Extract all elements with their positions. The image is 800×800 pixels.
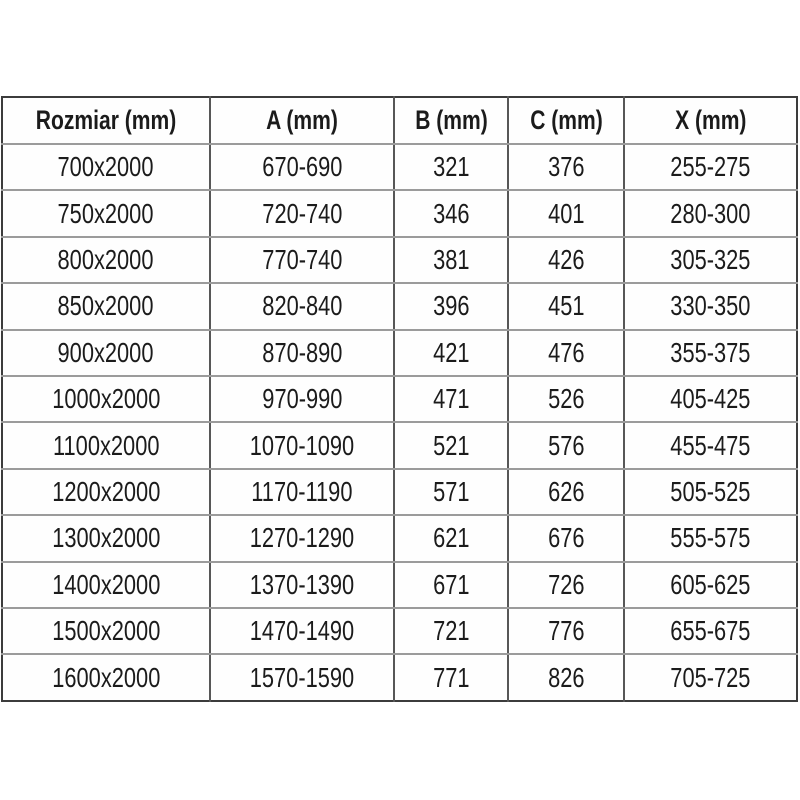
table-cell bbox=[394, 376, 508, 422]
table-cell bbox=[210, 654, 394, 701]
table-cell bbox=[2, 144, 210, 190]
table-cell bbox=[508, 330, 624, 376]
table-cell bbox=[210, 190, 394, 236]
table-cell bbox=[2, 237, 210, 283]
table-header bbox=[2, 97, 797, 144]
table-cell bbox=[394, 562, 508, 608]
cell-text: 621 bbox=[432, 522, 470, 554]
cell-text: 576 bbox=[547, 429, 585, 461]
table-cell bbox=[394, 469, 508, 515]
cell-text: 771 bbox=[432, 661, 470, 693]
cell-text: 376 bbox=[547, 151, 585, 183]
table-cell bbox=[624, 237, 797, 283]
table-cell bbox=[508, 469, 624, 515]
table-cell bbox=[624, 469, 797, 515]
cell-text: 555-575 bbox=[670, 522, 751, 554]
table-row bbox=[2, 283, 797, 329]
table-cell bbox=[624, 562, 797, 608]
table-cell bbox=[210, 283, 394, 329]
table-cell bbox=[210, 422, 394, 468]
table-cell bbox=[508, 562, 624, 608]
table-cell bbox=[508, 237, 624, 283]
cell-text: 1300x2000 bbox=[51, 522, 161, 554]
table-cell bbox=[394, 190, 508, 236]
cell-text: 970-990 bbox=[261, 383, 343, 415]
table-cell bbox=[508, 283, 624, 329]
cell-text: 1470-1490 bbox=[249, 615, 355, 647]
column-header-text: X (mm) bbox=[674, 105, 747, 135]
table-row bbox=[2, 330, 797, 376]
cell-text: 330-350 bbox=[670, 290, 751, 322]
cell-text: 405-425 bbox=[670, 383, 751, 415]
column-header-text: C (mm) bbox=[529, 105, 603, 135]
cell-text: 1500x2000 bbox=[51, 615, 161, 647]
column-header bbox=[210, 97, 394, 144]
column-header bbox=[624, 97, 797, 144]
table-cell bbox=[624, 283, 797, 329]
cell-text: 705-725 bbox=[670, 661, 751, 693]
table-cell bbox=[624, 144, 797, 190]
cell-text: 280-300 bbox=[670, 197, 751, 229]
table-row bbox=[2, 562, 797, 608]
cell-text: 381 bbox=[432, 244, 470, 276]
table-cell bbox=[2, 562, 210, 608]
cell-text: 670-690 bbox=[261, 151, 343, 183]
table-row bbox=[2, 515, 797, 561]
table-row bbox=[2, 376, 797, 422]
table-cell bbox=[2, 190, 210, 236]
cell-text: 505-525 bbox=[670, 476, 751, 508]
table-row bbox=[2, 190, 797, 236]
cell-text: 776 bbox=[547, 615, 585, 647]
table-cell bbox=[394, 237, 508, 283]
cell-text: 401 bbox=[547, 197, 585, 229]
table-cell bbox=[624, 376, 797, 422]
table-cell bbox=[624, 608, 797, 654]
cell-text: 1170-1190 bbox=[251, 476, 353, 508]
table-cell bbox=[2, 376, 210, 422]
cell-text: 421 bbox=[432, 336, 470, 368]
table-cell bbox=[624, 190, 797, 236]
cell-text: 750x2000 bbox=[58, 197, 154, 229]
table-row bbox=[2, 469, 797, 515]
cell-text: 900x2000 bbox=[58, 336, 154, 368]
table-cell bbox=[508, 376, 624, 422]
table-cell bbox=[394, 608, 508, 654]
table-row bbox=[2, 654, 797, 701]
cell-text: 571 bbox=[432, 476, 470, 508]
table-cell bbox=[2, 422, 210, 468]
cell-text: 355-375 bbox=[670, 336, 751, 368]
cell-text: 676 bbox=[547, 522, 585, 554]
cell-text: 1100x2000 bbox=[52, 429, 160, 461]
table-cell bbox=[624, 515, 797, 561]
table-cell bbox=[508, 654, 624, 701]
cell-text: 826 bbox=[547, 661, 585, 693]
cell-text: 1370-1390 bbox=[249, 568, 355, 600]
column-header bbox=[508, 97, 624, 144]
table-row bbox=[2, 608, 797, 654]
cell-text: 770-740 bbox=[261, 244, 343, 276]
cell-text: 1400x2000 bbox=[51, 568, 161, 600]
table-cell bbox=[508, 422, 624, 468]
table-row bbox=[2, 144, 797, 190]
table-cell bbox=[508, 515, 624, 561]
cell-text: 255-275 bbox=[670, 151, 751, 183]
table-cell bbox=[624, 654, 797, 701]
table-body bbox=[2, 144, 797, 701]
table-cell bbox=[2, 283, 210, 329]
cell-text: 800x2000 bbox=[58, 244, 154, 276]
cell-text: 426 bbox=[547, 244, 585, 276]
table-cell bbox=[624, 422, 797, 468]
table-cell bbox=[508, 190, 624, 236]
table-cell bbox=[210, 144, 394, 190]
cell-text: 720-740 bbox=[261, 197, 343, 229]
table-cell bbox=[2, 608, 210, 654]
cell-text: 476 bbox=[547, 336, 585, 368]
cell-text: 721 bbox=[432, 615, 470, 647]
table-cell bbox=[394, 654, 508, 701]
table-cell bbox=[394, 330, 508, 376]
column-header bbox=[2, 97, 210, 144]
cell-text: 655-675 bbox=[670, 615, 751, 647]
table-cell bbox=[624, 330, 797, 376]
table-cell bbox=[210, 330, 394, 376]
cell-text: 396 bbox=[432, 290, 470, 322]
cell-text: 455-475 bbox=[670, 429, 751, 461]
cell-text: 1000x2000 bbox=[51, 383, 161, 415]
table-cell bbox=[2, 515, 210, 561]
column-header-text: A (mm) bbox=[266, 105, 338, 135]
table-cell bbox=[394, 144, 508, 190]
table-cell bbox=[394, 422, 508, 468]
cell-text: 521 bbox=[432, 429, 470, 461]
cell-text: 526 bbox=[547, 383, 585, 415]
table-cell bbox=[508, 608, 624, 654]
cell-text: 605-625 bbox=[670, 568, 751, 600]
cell-text: 451 bbox=[547, 290, 585, 322]
table-cell bbox=[210, 376, 394, 422]
table-row bbox=[2, 237, 797, 283]
cell-text: 1600x2000 bbox=[51, 661, 161, 693]
size-table bbox=[1, 96, 798, 702]
table-cell bbox=[394, 283, 508, 329]
cell-text: 671 bbox=[432, 568, 470, 600]
table-cell bbox=[210, 515, 394, 561]
cell-text: 471 bbox=[432, 383, 470, 415]
table-row bbox=[2, 422, 797, 468]
table-cell bbox=[2, 330, 210, 376]
cell-text: 820-840 bbox=[261, 290, 343, 322]
cell-text: 1200x2000 bbox=[51, 476, 161, 508]
table-cell bbox=[210, 237, 394, 283]
cell-text: 870-890 bbox=[261, 336, 343, 368]
table-cell bbox=[210, 562, 394, 608]
cell-text: 1570-1590 bbox=[249, 661, 355, 693]
cell-text: 850x2000 bbox=[58, 290, 154, 322]
cell-text: 726 bbox=[547, 568, 585, 600]
cell-text: 321 bbox=[432, 151, 470, 183]
table-cell bbox=[210, 608, 394, 654]
column-header bbox=[394, 97, 508, 144]
cell-text: 626 bbox=[547, 476, 585, 508]
column-header-text: Rozmiar (mm) bbox=[35, 105, 177, 135]
cell-text: 1270-1290 bbox=[249, 522, 355, 554]
table-cell bbox=[394, 515, 508, 561]
cell-text: 700x2000 bbox=[58, 151, 154, 183]
cell-text: 346 bbox=[432, 197, 470, 229]
table-cell bbox=[2, 469, 210, 515]
header-row bbox=[2, 97, 797, 144]
cell-text: 1070-1090 bbox=[249, 429, 355, 461]
table-cell bbox=[508, 144, 624, 190]
cell-text: 305-325 bbox=[670, 244, 751, 276]
column-header-text: B (mm) bbox=[414, 105, 488, 135]
table-cell bbox=[2, 654, 210, 701]
table-cell bbox=[210, 469, 394, 515]
